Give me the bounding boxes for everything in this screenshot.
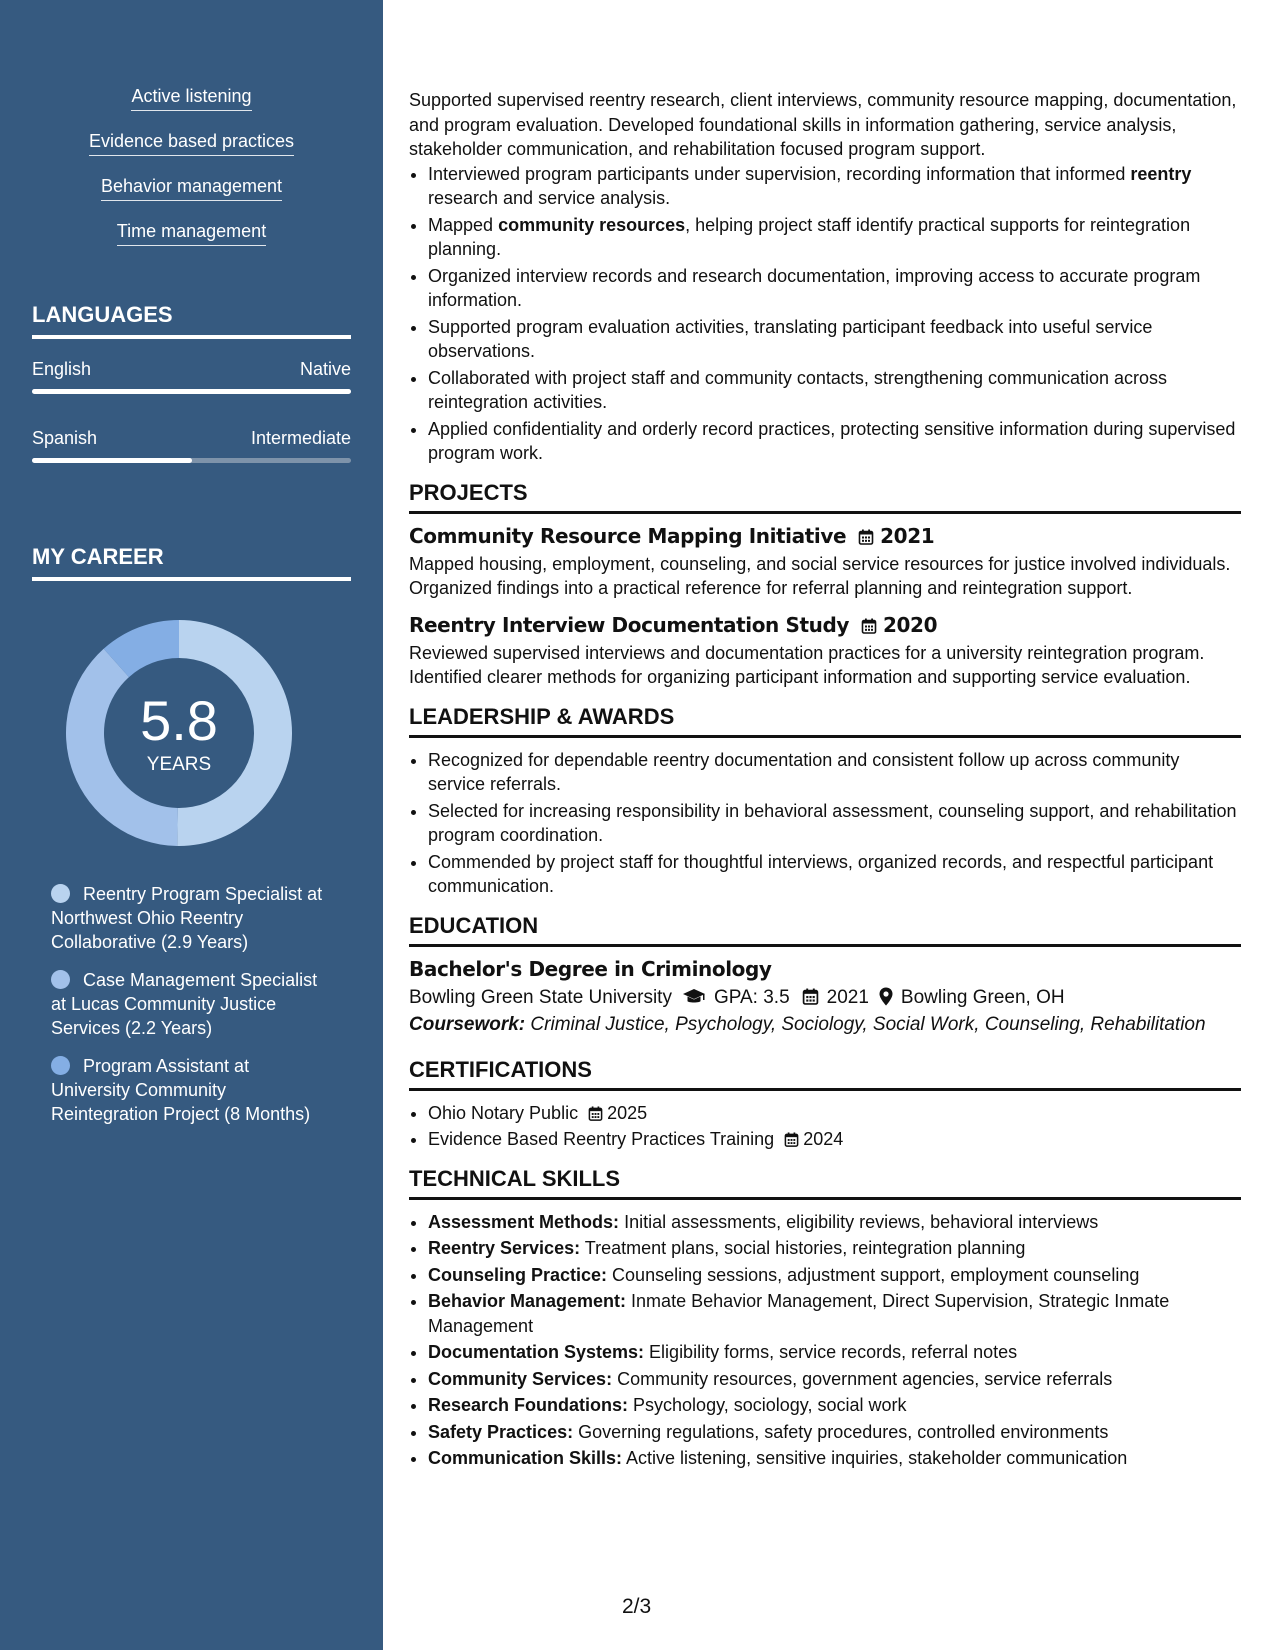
experience-bullets bbox=[409, 162, 1241, 466]
skill-link[interactable]: Evidence based practices bbox=[89, 131, 294, 156]
location: Bowling Green, OH bbox=[900, 986, 1065, 1008]
career-item-text: Program Assistant at University Community Reintegration Project (8 Months) bbox=[51, 1056, 311, 1124]
skill-link[interactable]: Active listening bbox=[131, 86, 251, 111]
career-total-value: 5.8 bbox=[140, 689, 218, 752]
language-row bbox=[32, 428, 351, 449]
main-content bbox=[409, 0, 1241, 1650]
list-item: • Interviewed program participants under supervision, recording information that informed reentry research and service analysis. bbox=[428, 162, 1241, 211]
language-proficiency-fill bbox=[32, 389, 351, 394]
calendar-icon bbox=[802, 988, 819, 1005]
education-heading: EDUCATION bbox=[409, 913, 1241, 947]
calendar-icon bbox=[588, 1106, 603, 1121]
project-title: Community Resource Mapping Initiative bbox=[409, 523, 847, 548]
list-item: • Selected for increasing responsibility in behavioral assessment, counseling support, and rehabilitation program coordination. bbox=[428, 799, 1241, 848]
career-heading: MY CAREER bbox=[32, 544, 351, 581]
experience-summary: Supported supervised reentry research, client interviews, community resource mapping, documentation, and program evaluation. Developed foundational skills in information gathering, service analysis, stakeholder communication, and rehabilitation focused program support. bbox=[409, 90, 1237, 159]
calendar-icon bbox=[784, 1132, 799, 1147]
coursework: Coursework: Criminal Justice, Psychology, Sociology, Social Work, Counseling, Rehabilitation bbox=[409, 1013, 1206, 1035]
language-name: English bbox=[32, 359, 92, 379]
legend-dot bbox=[51, 1056, 70, 1075]
career-item-text: Reentry Program Specialist at Northwest Ohio Reentry Collaborative (2.9 Years) bbox=[51, 884, 323, 952]
degree-title: Bachelor's Degree in Criminology bbox=[409, 956, 772, 981]
list-item: • Documentation Systems: Eligibility forms, service records, referral notes bbox=[428, 1340, 1241, 1365]
career-total-unit: YEARS bbox=[146, 754, 212, 775]
experience-section bbox=[409, 88, 1241, 1473]
language-level: Native bbox=[299, 359, 351, 379]
calendar-icon bbox=[861, 618, 877, 634]
certifications-heading: CERTIFICATIONS bbox=[409, 1057, 1241, 1091]
legend-dot bbox=[51, 884, 70, 903]
project-title: Reentry Interview Documentation Study bbox=[409, 612, 850, 637]
graduation-cap-icon bbox=[682, 988, 706, 1006]
skill-link[interactable]: Time management bbox=[117, 221, 266, 246]
list-item: • Reentry Services: Treatment plans, social histories, reintegration planning bbox=[428, 1236, 1241, 1261]
language-proficiency-bar bbox=[32, 389, 351, 394]
legend-dot bbox=[51, 970, 70, 989]
career-item bbox=[51, 882, 331, 954]
page-number: 2/3 bbox=[622, 1595, 652, 1618]
career-item-text: Case Management Specialist at Lucas Community Justice Services (2.2 Years) bbox=[51, 970, 318, 1038]
project-year: 2020 bbox=[883, 612, 938, 637]
list-item: • Counseling Practice: Counseling sessions, adjustment support, employment counseling bbox=[428, 1263, 1241, 1288]
list-item: • Applied confidentiality and orderly record practices, protecting sensitive information during supervised program work. bbox=[428, 417, 1241, 466]
graduation-year: 2021 bbox=[826, 986, 869, 1008]
technical-skills-list bbox=[409, 1210, 1241, 1471]
project-year: 2021 bbox=[880, 523, 935, 548]
languages-heading: LANGUAGES bbox=[32, 302, 351, 339]
list-item: • Community Services: Community resources, government agencies, service referrals bbox=[428, 1367, 1241, 1392]
skills-list bbox=[0, 86, 383, 266]
list-item: • Evidence Based Reentry Practices Training 2024 bbox=[428, 1127, 1241, 1152]
language-proficiency-fill bbox=[32, 458, 192, 463]
projects-heading: PROJECTS bbox=[409, 480, 1241, 514]
language-row bbox=[32, 359, 351, 380]
school-name: Bowling Green State University bbox=[409, 986, 672, 1008]
leadership-heading: LEADERSHIP & AWARDS bbox=[409, 704, 1241, 738]
list-item: • Supported program evaluation activities, translating participant feedback into useful service observations. bbox=[428, 315, 1241, 364]
language-proficiency-bar bbox=[32, 458, 351, 463]
career-item bbox=[51, 1054, 331, 1126]
list-item: • Collaborated with project staff and community contacts, strengthening communication across reintegration activities. bbox=[428, 366, 1241, 415]
list-item: • Assessment Methods: Initial assessments, eligibility reviews, behavioral interviews bbox=[428, 1210, 1241, 1235]
certifications-list bbox=[409, 1101, 1241, 1152]
calendar-icon bbox=[858, 529, 874, 545]
list-item: • Mapped community resources, helping project staff identify practical supports for reintegration planning. bbox=[428, 213, 1241, 262]
list-item: • Commended by project staff for thoughtful interviews, organized records, and respectful participant communication. bbox=[428, 850, 1241, 899]
career-item bbox=[51, 968, 331, 1040]
list-item: • Safety Practices: Governing regulations, safety procedures, controlled environments bbox=[428, 1420, 1241, 1445]
education-details bbox=[409, 983, 1241, 1013]
list-item: • Communication Skills: Active listening, sensitive inquiries, stakeholder communication bbox=[428, 1446, 1241, 1471]
leadership-list bbox=[409, 748, 1241, 899]
list-item: • Research Foundations: Psychology, sociology, social work bbox=[428, 1393, 1241, 1418]
project-item bbox=[409, 613, 1241, 690]
location-pin-icon bbox=[879, 987, 893, 1006]
project-item bbox=[409, 524, 1241, 601]
language-level: Intermediate bbox=[250, 428, 351, 448]
list-item: • Ohio Notary Public 2025 bbox=[428, 1101, 1241, 1126]
project-description: Mapped housing, employment, counseling, and social service resources for justice involved individuals. Organized findings into a practical reference for referral planning and reintegration support. bbox=[409, 553, 1231, 598]
project-description: Reviewed supervised interviews and documentation practices for a university reintegration program. Identified clearer methods for organizing participant information and supporting service evaluation. bbox=[409, 642, 1205, 687]
list-item: • Organized interview records and research documentation, improving access to accurate program information. bbox=[428, 264, 1241, 313]
list-item: • Behavior Management: Inmate Behavior Management, Direct Supervision, Strategic Inmate Management bbox=[428, 1289, 1241, 1338]
technical-skills-heading: TECHNICAL SKILLS bbox=[409, 1166, 1241, 1200]
gpa: GPA: 3.5 bbox=[713, 986, 790, 1008]
skill-link[interactable]: Behavior management bbox=[101, 176, 282, 201]
list-item: • Recognized for dependable reentry documentation and consistent follow up across community service referrals. bbox=[428, 748, 1241, 797]
language-name: Spanish bbox=[32, 428, 98, 448]
sidebar bbox=[0, 0, 383, 1650]
